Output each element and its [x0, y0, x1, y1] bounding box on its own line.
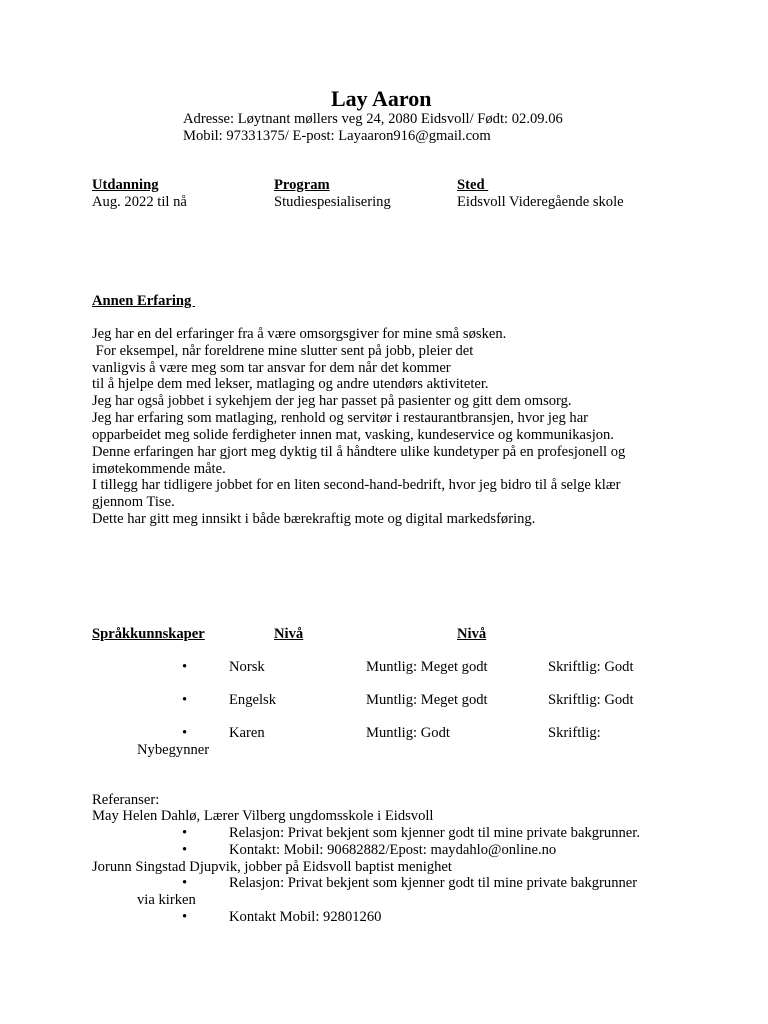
language-oral: Muntlig: Meget godt: [366, 692, 488, 708]
language-name: Engelsk: [229, 692, 277, 708]
bullet: •: [182, 825, 188, 841]
reference-name: May Helen Dahlø, Lærer Vilberg ungdomsskole i Eidsvoll: [92, 808, 434, 824]
languages-header: Språkkunnskaper: [92, 626, 205, 642]
language-written: Skriftlig: Godt: [548, 692, 634, 708]
experience-line: Jeg har en del erfaringer fra å være omsorgsgiver for mine små søsken.: [92, 326, 507, 342]
experience-line: Denne erfaringen har gjort meg dyktig til å håndtere ulike kundetyper på en profesjonell og: [92, 444, 626, 460]
bullet: •: [182, 725, 188, 741]
reference-contact: Kontakt: Mobil: 90682882/Epost: maydahlo@online.no: [229, 842, 557, 858]
language-written-wrap: Nybegynner: [137, 742, 210, 758]
experience-line: opparbeidet meg solide ferdigheter innen mat, vasking, kundeservice og kommunikasjon.: [92, 427, 614, 443]
level-header: Nivå: [274, 626, 304, 642]
level-header: Nivå: [457, 626, 487, 642]
language-name: Norsk: [229, 659, 265, 675]
language-oral: Muntlig: Godt: [366, 725, 450, 741]
bullet: •: [182, 875, 188, 891]
reference-relation: Relasjon: Privat bekjent som kjenner godt til mine private bakgrunner.: [229, 825, 640, 841]
bullet: •: [182, 842, 188, 858]
language-written: Skriftlig:: [548, 725, 601, 741]
language-written: Skriftlig: Godt: [548, 659, 634, 675]
location-header: Sted: [457, 177, 489, 193]
experience-line: imøtekommende måte.: [92, 461, 226, 477]
experience-line: Jeg har erfaring som matlaging, renhold og servitør i restaurantbransjen, hvor jeg har: [92, 410, 589, 426]
bullet: •: [182, 659, 188, 675]
experience-line: Jeg har også jobbet i sykehjem der jeg har passet på pasienter og gitt dem omsorg.: [92, 393, 572, 409]
contact-line: Mobil: 97331375/ E-post: Layaaron916@gmail.com: [183, 128, 491, 144]
experience-line: For eksempel, når foreldrene mine slutter sent på jobb, pleier det: [92, 343, 474, 359]
resume-name: Lay Aaron: [331, 86, 432, 111]
reference-relation-wrap: via kirken: [137, 892, 196, 908]
experience-line: Dette har gitt meg innsikt i både bærekraftig mote og digital markedsføring.: [92, 511, 536, 527]
education-header: Utdanning: [92, 177, 159, 193]
bullet: •: [182, 909, 188, 925]
address-line: Adresse: Løytnant møllers veg 24, 2080 Eidsvoll/ Født: 02.09.06: [183, 111, 563, 127]
reference-relation: Relasjon: Privat bekjent som kjenner godt til mine private bakgrunner: [229, 875, 638, 891]
program-header: Program: [274, 177, 330, 193]
experience-line: I tillegg har tidligere jobbet for en liten second-hand-bedrift, hvor jeg bidro til å selge klær: [92, 477, 621, 493]
experience-line: gjennom Tise.: [92, 494, 175, 510]
bullet: •: [182, 692, 188, 708]
language-name: Karen: [229, 725, 265, 741]
education-period: Aug. 2022 til nå: [92, 194, 187, 210]
reference-contact: Kontakt Mobil: 92801260: [229, 909, 382, 925]
experience-line: vanligvis å være meg som tar ansvar for dem når det kommer: [92, 360, 451, 376]
experience-line: til å hjelpe dem med lekser, matlaging og andre utendørs aktiviteter.: [92, 376, 489, 392]
reference-name: Jorunn Singstad Djupvik, jobber på Eidsvoll baptist menighet: [92, 859, 452, 875]
education-school: Eidsvoll Videregående skole: [457, 194, 624, 210]
language-oral: Muntlig: Meget godt: [366, 659, 488, 675]
education-program: Studiespesialisering: [274, 194, 391, 210]
experience-heading: Annen Erfaring: [92, 293, 195, 309]
references-heading: Referanser:: [92, 792, 160, 808]
